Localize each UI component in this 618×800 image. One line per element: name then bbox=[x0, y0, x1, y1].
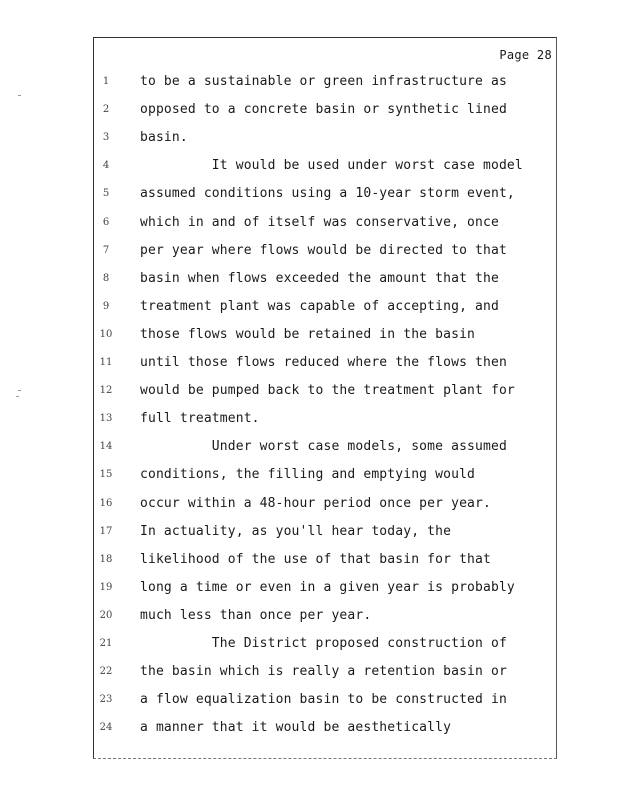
line-text: until those flows reduced where the flows then bbox=[140, 355, 507, 370]
line-number: 22 bbox=[99, 666, 113, 678]
transcript-line bbox=[0, 663, 618, 683]
transcript-line bbox=[0, 129, 618, 149]
line-text: occur within a 48-hour period once per year. bbox=[140, 495, 491, 511]
transcript-line bbox=[0, 410, 618, 430]
line-text: would be pumped back to the treatment plant for bbox=[140, 383, 515, 399]
line-number: 23 bbox=[99, 694, 113, 706]
line-number: 3 bbox=[102, 132, 110, 144]
line-number: 9 bbox=[102, 300, 110, 312]
line-text: which in and of itself was conservative, once bbox=[140, 214, 499, 230]
line-text: In actuality, as you'll hear today, the bbox=[140, 523, 452, 539]
transcript-line bbox=[0, 495, 618, 515]
transcript-line bbox=[0, 607, 618, 627]
line-text: The District proposed construction of bbox=[140, 636, 507, 651]
transcript-line bbox=[0, 635, 618, 655]
transcript-line bbox=[0, 551, 618, 571]
line-number: 16 bbox=[99, 497, 113, 509]
line-text: opposed to a concrete basin or synthetic lined bbox=[140, 102, 507, 118]
line-text: to be a sustainable or green infrastructure as bbox=[140, 74, 507, 89]
line-text: full treatment. bbox=[140, 411, 260, 427]
margin-mark bbox=[18, 95, 21, 96]
line-number: 8 bbox=[102, 272, 110, 284]
line-number: 19 bbox=[99, 581, 113, 593]
transcript-line bbox=[0, 691, 618, 711]
line-text: conditions, the filling and emptying would bbox=[140, 467, 476, 483]
line-text: It would be used under worst case model bbox=[140, 158, 523, 174]
transcript-line bbox=[0, 523, 618, 543]
line-number: 15 bbox=[99, 469, 113, 481]
transcript-line bbox=[0, 354, 618, 374]
margin-mark bbox=[16, 396, 19, 397]
margin-mark bbox=[18, 390, 21, 391]
line-text: likelihood of the use of that basin for that bbox=[140, 551, 491, 567]
line-number: 20 bbox=[99, 609, 113, 621]
line-number: 12 bbox=[99, 385, 113, 397]
transcript-line bbox=[0, 73, 618, 93]
transcript-line bbox=[0, 242, 618, 262]
line-number: 14 bbox=[99, 441, 113, 453]
line-number: 21 bbox=[99, 638, 113, 649]
line-number: 6 bbox=[102, 216, 110, 228]
transcript-line bbox=[0, 719, 618, 739]
line-text: a flow equalization basin to be constructed in bbox=[140, 692, 507, 708]
line-number: 5 bbox=[102, 188, 110, 200]
line-text: the basin which is really a retention basin or bbox=[140, 664, 507, 680]
line-text: basin when flows exceeded the amount that the bbox=[140, 270, 499, 286]
line-text: treatment plant was capable of accepting, and bbox=[140, 298, 499, 314]
transcript-line bbox=[0, 185, 618, 205]
transcript-line bbox=[0, 579, 618, 599]
transcript-line bbox=[0, 298, 618, 318]
line-number: 13 bbox=[99, 413, 113, 425]
line-text: long a time or even in a given year is probably bbox=[140, 579, 515, 595]
line-number: 1 bbox=[102, 76, 110, 87]
line-number: 7 bbox=[102, 244, 110, 256]
line-text: those flows would be retained in the basin bbox=[140, 326, 476, 342]
line-text: assumed conditions using a 10-year storm event, bbox=[140, 186, 515, 202]
transcript-line bbox=[0, 270, 618, 290]
line-text: a manner that it would be aesthetically bbox=[140, 720, 452, 736]
transcript-line bbox=[0, 214, 618, 234]
line-text: much less than once per year. bbox=[140, 607, 372, 623]
transcript-line bbox=[0, 382, 618, 402]
line-number: 18 bbox=[99, 553, 113, 565]
transcript-line bbox=[0, 326, 618, 346]
line-number: 17 bbox=[99, 525, 113, 537]
line-text: basin. bbox=[140, 130, 188, 146]
line-number: 24 bbox=[99, 722, 113, 734]
line-text: Under worst case models, some assumed bbox=[140, 439, 507, 455]
page-number: Page 28 bbox=[499, 48, 552, 62]
transcript-line bbox=[0, 101, 618, 121]
transcript-line bbox=[0, 466, 618, 486]
transcript-line bbox=[0, 157, 618, 177]
line-number: 4 bbox=[102, 160, 110, 172]
line-number: 2 bbox=[102, 104, 110, 116]
line-number: 11 bbox=[99, 357, 113, 368]
line-text: per year where flows would be directed to that bbox=[140, 242, 507, 258]
line-number: 10 bbox=[99, 328, 113, 340]
transcript-line bbox=[0, 438, 618, 458]
